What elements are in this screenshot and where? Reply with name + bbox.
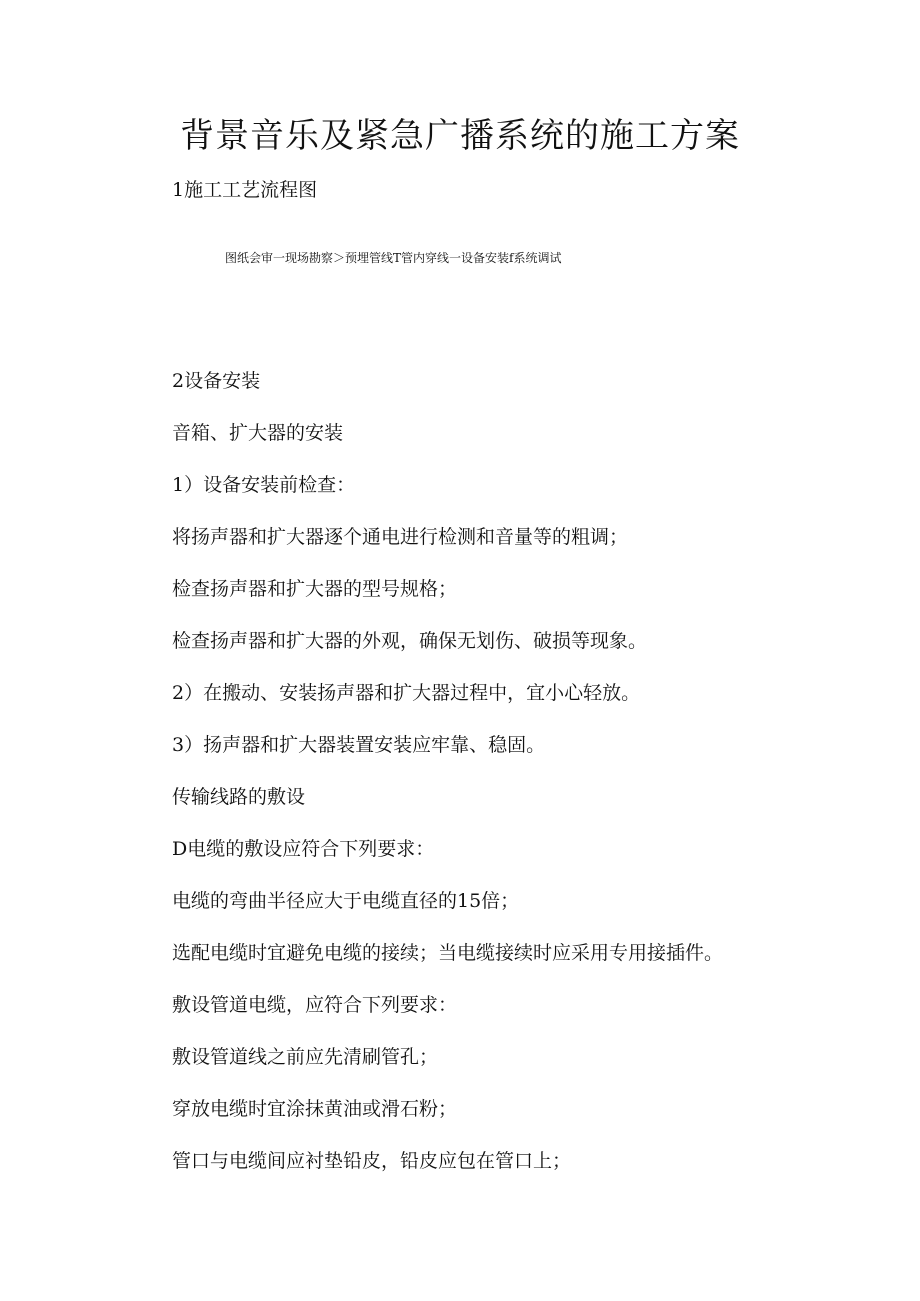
paragraph: 穿放电缆时宜涂抹黄油或滑石粉； [172, 1098, 458, 1120]
paragraph: 检查扬声器和扩大器的型号规格； [172, 578, 458, 600]
paragraph: 音箱、扩大器的安装 [172, 422, 344, 444]
paragraph: 将扬声器和扩大器逐个通电进行检测和音量等的粗调； [172, 526, 629, 548]
paragraph: D电缆的敷设应符合下列要求： [172, 838, 435, 860]
section-heading-equipment-installation: 2设备安装 [172, 370, 261, 392]
paragraph: 电缆的弯曲半径应大于电缆直径的15倍； [172, 890, 520, 912]
section-heading-process-flow: 1施工工艺流程图 [172, 179, 318, 201]
paragraph: 1）设备安装前检查： [172, 474, 356, 496]
document-title: 背景音乐及紧急广播系统的施工方案 [180, 116, 740, 156]
paragraph: 检查扬声器和扩大器的外观，确保无划伤、破损等现象。 [172, 630, 648, 652]
paragraph: 敷设管道电缆，应符合下列要求： [172, 994, 458, 1016]
paragraph: 2）在搬动、安装扬声器和扩大器过程中，宜小心轻放。 [172, 682, 641, 704]
paragraph: 敷设管道线之前应先清刷管孔； [172, 1046, 439, 1068]
process-flow-text: 图纸会审一现场勘察＞预埋管线T管内穿线一设备安装f系统调试 [225, 251, 562, 265]
paragraph: 选配电缆时宜避免电缆的接续；当电缆接续时应采用专用接插件。 [172, 942, 724, 964]
paragraph: 管口与电缆间应衬垫铅皮，铅皮应包在管口上； [172, 1150, 572, 1172]
paragraph: 3）扬声器和扩大器装置安装应牢靠、稳固。 [172, 734, 546, 756]
paragraph: 传输线路的敷设 [172, 786, 306, 808]
